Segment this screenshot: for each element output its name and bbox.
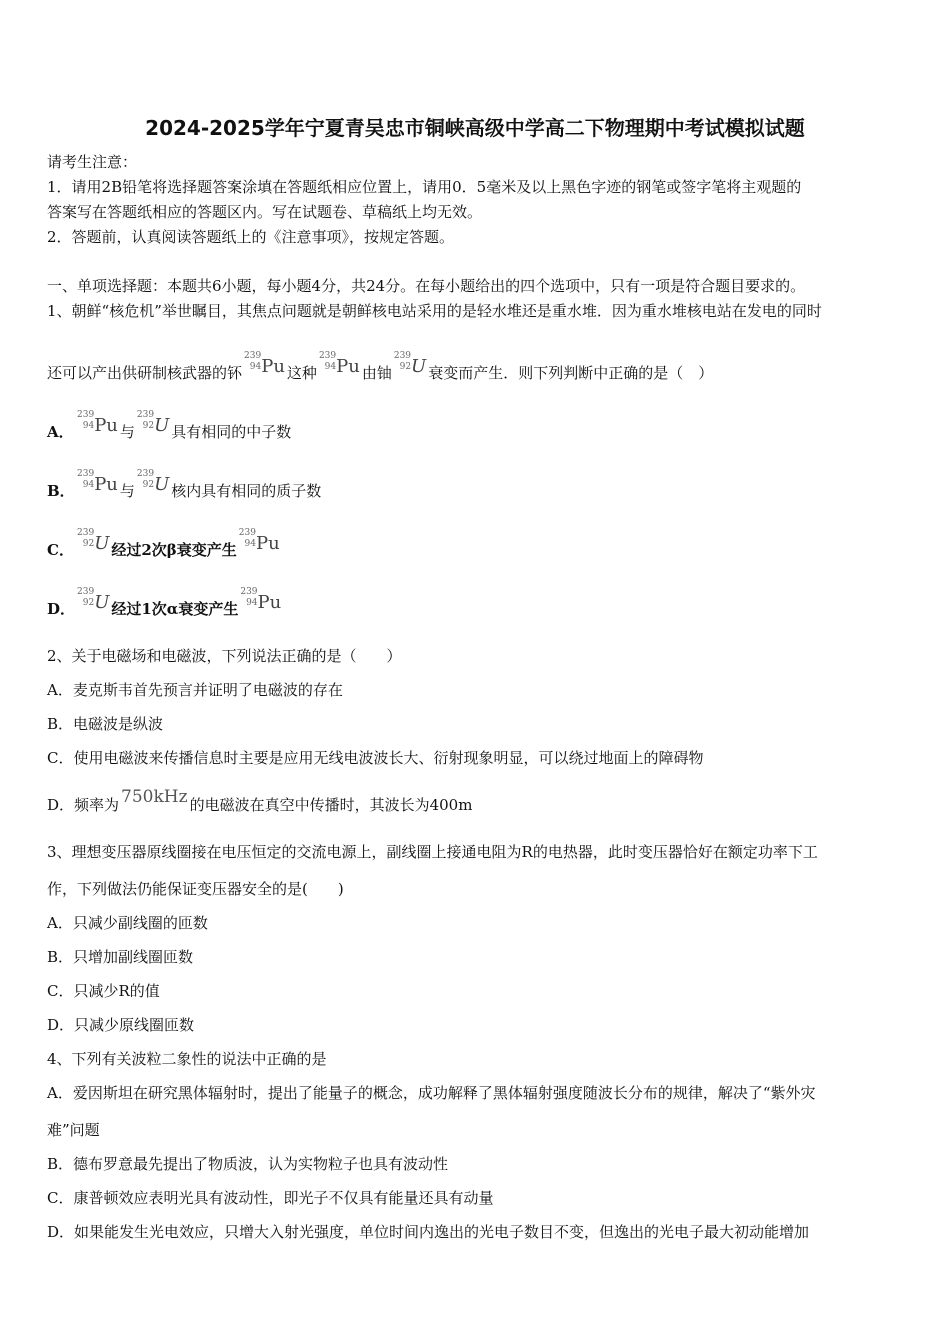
- isotope-pu: 239 94 Pu: [318, 351, 360, 377]
- q4-option-a-line-1: A．爱因斯坦在研究黑体辐射时，提出了能量子的概念，成功解释了黑体辐射强度随波长分布的规律，解决了“紫外灾: [47, 1084, 816, 1102]
- q4-option-d: D．如果能发生光电效应，只增大入射光强度，单位时间内逸出的光电子数目不变，但逸出的光电子最大初动能增加: [47, 1223, 810, 1241]
- isotope-pu: 239 94 Pu: [244, 351, 285, 377]
- q1-text-a: 还可以产出供研制核武器的钚: [47, 364, 243, 382]
- q4-option-a-line-2: 难”问题: [47, 1121, 100, 1139]
- q4-option-c: C．康普顿效应表明光具有波动性，即光子不仅具有能量还具有动量: [47, 1189, 494, 1207]
- q1-option-b: B． 239 94 Pu 与 239 92 U 核内具有相同的质子数: [47, 481, 321, 503]
- isotope-u: 239 92 U: [77, 587, 110, 613]
- q3-option-a: A．只减少副线圈的匝数: [47, 914, 208, 932]
- q1-option-a: A． 239 94 Pu 与 239 92 U 具有相同的中子数: [47, 422, 291, 444]
- q4-stem: 4、下列有关波粒二象性的说法中正确的是: [47, 1050, 327, 1068]
- q1-text-b: 这种: [286, 364, 317, 382]
- isotope-u: 239 92 U: [393, 351, 427, 377]
- notice-line-1: 1．请用2B铅笔将选择题答案涂填在答题纸相应位置上，请用0．5毫米及以上黑色字迹的钢笔或签字笔将主观题的: [47, 178, 802, 196]
- section-heading: 一、单项选择题：本题共6小题，每小题4分，共24分。在每小题给出的四个选项中，只有一项是符合题目要求的。: [47, 277, 806, 295]
- q1-text-c: 由铀: [361, 364, 392, 382]
- q3-option-b: B．只增加副线圈匝数: [47, 948, 194, 966]
- q1-option-c: C． 239 92 U 经过2次β衰变产生 239 94 Pu: [47, 540, 282, 562]
- q4-option-b: B．德布罗意最先提出了物质波，认为实物粒子也具有波动性: [47, 1155, 449, 1173]
- q3-option-d: D．只减少原线圈匝数: [47, 1016, 195, 1034]
- isotope-pu: 239 94 Pu: [240, 587, 282, 613]
- isotope-pu: 239 94 Pu: [238, 528, 280, 554]
- isotope-u: 239 92 U: [136, 469, 170, 495]
- isotope-u: 239 92 U: [136, 410, 170, 436]
- q2-option-a: A．麦克斯韦首先预言并证明了电磁波的存在: [47, 681, 343, 699]
- q3-stem-line-1: 3、理想变压器原线圈接在电压恒定的交流电源上，副线圈上接通电阻为R的电热器，此时变压器恰好在额定功率下工: [47, 843, 818, 861]
- q2-option-c: C．使用电磁波来传播信息时主要是应用无线电波波长大、衍射现象明显，可以绕过地面上的障碍物: [47, 749, 704, 767]
- isotope-u: 239 92 U: [77, 528, 110, 554]
- isotope-pu: 239 94 Pu: [77, 469, 118, 495]
- q3-option-c: C．只减少R的值: [47, 982, 160, 1000]
- q2-stem: 2、关于电磁场和电磁波，下列说法正确的是（ ）: [47, 647, 402, 665]
- q1-option-d: D． 239 92 U 经过1次α衰变产生 239 94 Pu: [47, 599, 283, 621]
- q3-stem-line-2: 作，下列做法仍能保证变压器安全的是( ): [47, 880, 344, 898]
- q1-stem-line-1: 1、朝鲜“核危机”举世瞩目，其焦点问题就是朝鲜核电站采用的是轻水堆还是重水堆．因为重水堆核电站在发电的同时: [47, 302, 822, 320]
- q1-text-d: 衰变而产生．则下列判断中正确的是（ ）: [428, 364, 714, 382]
- isotope-pu: 239 94 Pu: [77, 410, 118, 436]
- page-title: 2024-2025学年宁夏青吴忠市铜峡高级中学高二下物理期中考试模拟试题: [145, 116, 805, 140]
- notice-line-2: 答案写在答题纸相应的答题区内。写在试题卷、草稿纸上均无效。: [47, 203, 483, 221]
- q2-option-b: B．电磁波是纵波: [47, 715, 164, 733]
- frequency-value: 750kHz: [121, 787, 188, 807]
- q2-option-d: D．频率为 750kHz 的电磁波在真空中传播时，其波长为400m: [47, 787, 473, 814]
- notice-heading: 请考生注意：: [47, 153, 138, 171]
- q1-stem-line-2: [47, 351, 714, 385]
- notice-line-3: 2．答题前，认真阅读答题纸上的《注意事项》，按规定答题。: [47, 228, 455, 246]
